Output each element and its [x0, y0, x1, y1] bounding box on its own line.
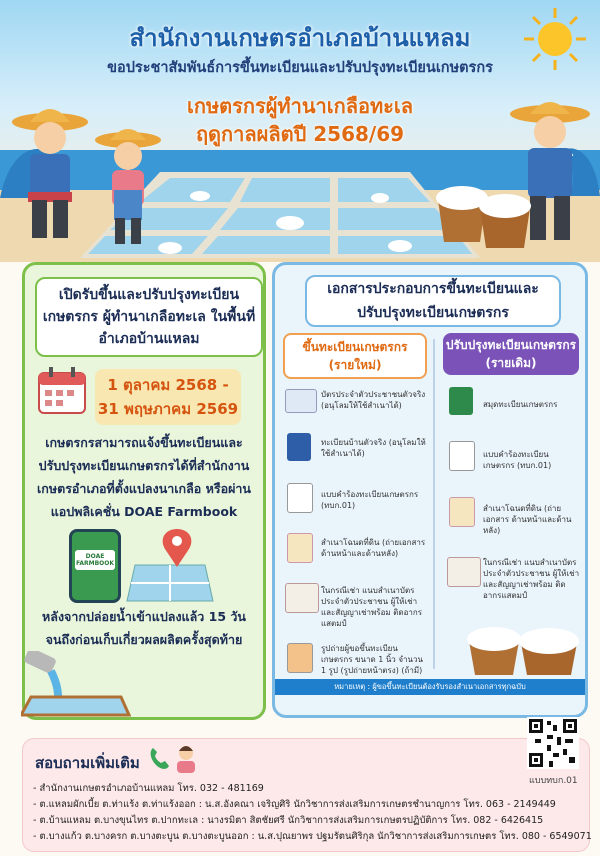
season-heading: ฤดูกาลผลิตปี 2568/69	[195, 122, 405, 146]
page-title: สำนักงานเกษตรอำเภอบ้านแหลม	[129, 24, 471, 52]
update-doc-item: ในกรณีเช่า แนบสำเนาบัตรประจำตัวประชาชน ผู้ให้เช่า และสัญญาเช่าพร้อม ติดอากรแสตมป์	[483, 558, 580, 600]
contact-line: - ต.แหลมผักเบี้ย ต.ท่าแร้ง ต.ท่าแร้งออก : น.ส.อังคณา เจริญศิริ นักวิชาการส่งเสริมการเกษตรชำนาญการ โทร. 063 - 2149449	[33, 799, 556, 810]
new-doc-item: บัตรประจำตัวประชาชนตัวจริง (อนุโลมให้ใช้สำเนาได้)	[321, 390, 426, 410]
update-registration-header	[443, 333, 579, 375]
new-doc-item: ในกรณีเช่า แนบสำเนาบัตรประจำตัวประชาชน ผู้ให้เช่า และสัญญาเช่าพร้อม ติดอากรแสตมป์	[321, 586, 423, 628]
call-center-agent-icon	[173, 743, 199, 773]
column-divider	[433, 339, 435, 669]
calendar-icon	[37, 365, 87, 415]
registration-channels-text: เกษตรกรสามารถแจ้งขึ้นทะเบียนและปรับปรุงทะเบียนเกษตรกรได้ที่สำนักงานเกษตรอำเภอที่ตั้งแปลงนาเกลือ หรือผ่านแอปพลิเคชั่น DOAE Farmbook	[37, 435, 251, 519]
documents-title: เอกสารประกอบการขึ้นทะเบียนและ ปรับปรุงทะเบียนเกษตรกร	[305, 275, 561, 327]
new-doc-item: รูปถ่ายผู้ขอขึ้นทะเบียนเกษตรกร ขนาด 1 นิ้ว จำนวน 1 รูป (รูปถ่ายหน้าตรง) (ถ้ามี)	[321, 644, 423, 675]
farmer-book-icon	[449, 387, 473, 415]
contact-line: - สำนักงานเกษตรอำเภอบ้านแหลม โทร. 032 - 481169	[33, 783, 264, 794]
land-deed-icon	[287, 533, 313, 563]
update-doc-item: แบบคำร้องทะเบียนเกษตรกร (ทบก.01)	[483, 450, 552, 470]
target-group-heading: เกษตรกรผู้ทำนาเกลือทะเล	[187, 94, 413, 118]
phone-app-icon	[69, 529, 121, 603]
house-registration-icon	[287, 433, 311, 461]
documents-panel	[272, 262, 588, 718]
update-doc-item: สำเนาโฉนดที่ดิน (ถ่ายเอกสาร ด้านหน้าและด้านหลัง)	[483, 504, 572, 535]
contact-heading: สอบถามเพิ่มเติม	[35, 754, 140, 772]
app-logo-label: DOAE FARMBOOK	[75, 550, 115, 570]
update-registration-subtitle: (รายเดิม)	[485, 356, 537, 370]
registration-period-panel	[22, 262, 266, 720]
water-inlet-illustration	[21, 651, 131, 717]
registration-dates	[95, 369, 241, 425]
phone-icon	[147, 745, 171, 771]
form-document-icon	[287, 483, 313, 513]
contract-icon	[447, 557, 481, 587]
documents-footnote: หมายเหตุ : ผู้ขอขึ้นทะเบียนต้องรับรองสำเนาเอกสารทุกฉบับ	[275, 679, 585, 695]
header-banner	[0, 0, 600, 262]
qr-code[interactable]	[527, 717, 579, 769]
registration-title: เปิดรับขึ้นและปรับปรุงทะเบียนเกษตรกร ผู้ทำนาเกลือทะเล ในพื้นที่อำเภอบ้านแหลม	[35, 277, 263, 357]
registration-window-note: หลังจากปล่อยน้ำเข้าแปลงแล้ว 15 วัน จนถึงก่อนเก็บเกี่ยวผลผลิตครั้งสุดท้าย	[42, 609, 246, 647]
new-doc-item: แบบคำร้องทะเบียนเกษตรกร (ทบก.01)	[321, 490, 419, 510]
map-pin-icon	[125, 525, 215, 605]
page-subtitle: ขอประชาสัมพันธ์การขึ้นทะเบียนและปรับปรุงทะเบียนเกษตรกร	[107, 60, 493, 76]
update-doc-item: สมุดทะเบียนเกษตรกร	[483, 400, 558, 409]
new-registration-header	[283, 333, 427, 379]
photo-portrait-icon	[287, 643, 313, 673]
contact-line: - ต.บ้านแหลม ต.บางขุนไทร ต.ปากทะเล : นางรมิตา สิตชัยศรี นักวิชาการส่งเสริมการเกษตรปฏิบัติการ โทร. 082 - 6426415	[33, 815, 544, 826]
contract-icon	[285, 583, 319, 613]
salt-baskets-illustration	[465, 623, 583, 677]
date-end: 31 พฤษภาคม 2569	[97, 400, 239, 418]
id-card-icon	[285, 389, 317, 413]
date-start: 1 ตุลาคม 2568 -	[107, 376, 229, 394]
form-document-icon	[449, 441, 475, 471]
new-doc-item: ทะเบียนบ้านตัวจริง (อนุโลมให้ใช้สำเนาได้)	[321, 438, 426, 458]
new-doc-item: สำเนาโฉนดที่ดิน (ถ่ายเอกสาร ด้านหน้าและด้านหลัง)	[321, 538, 426, 558]
update-registration-title: ปรับปรุงทะเบียนเกษตรกร	[445, 338, 577, 352]
new-registration-title: ขึ้นทะเบียนเกษตรกร	[302, 340, 408, 354]
contact-line: - ต.บางแก้ว ต.บางครก ต.บางตะบูน ต.บางตะบูนออก : น.ส.ปุณยาพร ปฐมรัตนศิริกุล นักวิชาการส่งเสริมการเกษตร โทร. 080 - 6549071	[33, 831, 592, 842]
new-registration-subtitle: (รายใหม่)	[328, 358, 382, 372]
contact-section	[22, 738, 590, 852]
qr-label: แบบทบก.01	[529, 776, 578, 786]
land-deed-icon	[449, 497, 475, 527]
